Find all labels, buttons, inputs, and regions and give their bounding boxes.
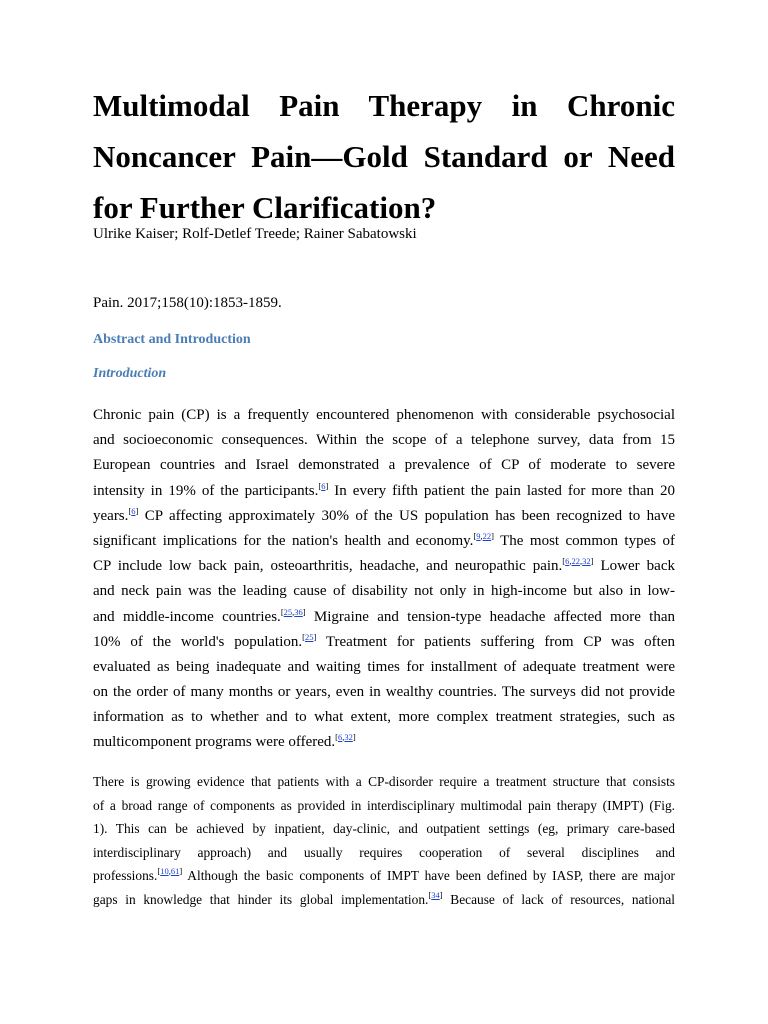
subsection-heading: Introduction xyxy=(93,366,167,381)
section-heading: Abstract and Introduction xyxy=(93,332,251,347)
citation-ref: [6,22,32] xyxy=(562,556,594,567)
reference-link[interactable]: 34 xyxy=(431,889,440,900)
introduction-paragraph-2 xyxy=(93,770,675,912)
author-list: Ulrike Kaiser; Rolf-Detlef Treede; Rainer Sabatowski xyxy=(93,226,417,242)
citation-ref: [6,32] xyxy=(335,732,356,743)
reference-link[interactable]: 6 xyxy=(321,480,326,491)
citation-ref: [9,22] xyxy=(473,530,494,541)
text-line: There is growing evidence that patients with a CP-disorder require a treatment structure that consists xyxy=(93,774,675,789)
reference-link[interactable]: 9 xyxy=(476,530,481,541)
citation-ref: [25,36] xyxy=(280,606,306,617)
text-line: interdisciplinary approach) and usually requires cooperation of several disciplines and xyxy=(93,844,675,860)
text-line: professions.[10,61] Although the basic components of IMPT have been defined by IASP, there are major xyxy=(93,866,675,884)
citation-ref: [10,61] xyxy=(157,866,183,877)
text-line: and neck pain was the leading cause of disability not only in high-income but also in low- xyxy=(93,583,675,600)
reference-link[interactable]: 61 xyxy=(170,866,180,877)
citation-ref: [6] xyxy=(318,480,329,491)
reference-link[interactable]: 32 xyxy=(582,556,591,567)
text-line: information as to whether and to what extent, more complex treatment strategies, such as xyxy=(93,709,675,726)
reference-link[interactable]: 25 xyxy=(304,631,314,642)
text-line: CP include low back pain, osteoarthritis, headache, and neuropathic pain.[6,22,32] Lower back xyxy=(93,556,675,575)
text-line: of a broad range of components as provided in interdisciplinary multimodal pain therapy (IMPT) (Fig. xyxy=(93,797,675,813)
citation-ref: [25] xyxy=(302,631,317,642)
text-line: on the order of many months or years, even in wealthy countries. The surveys did not provide xyxy=(93,684,675,701)
text-line: evaluated as being inadequate and waiting times for installment of adequate treatment were xyxy=(93,658,675,675)
text-line: multicomponent programs were offered.[6,32] xyxy=(93,732,356,751)
text-line: intensity in 19% of the participants.[6] In every fifth patient the pain lasted for more than 20 xyxy=(93,480,675,499)
text-line: 1). This can be achieved by inpatient, day-clinic, and outpatient settings (eg, primary care-based xyxy=(93,821,675,837)
reference-link[interactable]: 22 xyxy=(571,556,580,567)
text-line: Chronic pain (CP) is a frequently encountered phenomenon with considerable psychosocial xyxy=(93,407,675,423)
text-line: years.[6] CP affecting approximately 30% of the US population has been recognized to have xyxy=(93,505,675,524)
title-line: for Further Clarification? xyxy=(93,190,437,225)
reference-link[interactable]: 25 xyxy=(283,606,293,617)
reference-link[interactable]: 32 xyxy=(344,732,353,743)
reference-link[interactable]: 10 xyxy=(160,866,169,877)
introduction-paragraph-1 xyxy=(93,403,675,756)
citation-ref: [34] xyxy=(428,889,443,900)
reference-link[interactable]: 6 xyxy=(565,556,570,567)
text-line: gaps in knowledge that hinder its global implementation.[34] Because of lack of resources, national xyxy=(93,889,675,907)
reference-link[interactable]: 36 xyxy=(294,606,303,617)
citation-ref: [6] xyxy=(128,505,139,516)
title-line: Noncancer Pain—Gold Standard or Need xyxy=(93,139,675,174)
reference-link[interactable]: 22 xyxy=(482,530,492,541)
text-line: and middle-income countries.[25,36] Migraine and tension-type headache affected more than xyxy=(93,606,675,625)
text-line: and socioeconomic consequences. Within the scope of a telephone survey, data from 15 xyxy=(93,432,675,449)
reference-link[interactable]: 6 xyxy=(338,732,343,743)
reference-link[interactable]: 6 xyxy=(131,505,136,516)
title-line: Multimodal Pain Therapy in Chronic xyxy=(93,88,675,123)
text-line: 10% of the world's population.[25] Treatment for patients suffering from CP was often xyxy=(93,631,675,650)
journal-citation: Pain. 2017;158(10):1853-1859. xyxy=(93,295,282,311)
text-line: significant implications for the nation's health and economy.[9,22] The most common types of xyxy=(93,530,676,549)
article-title xyxy=(93,80,675,233)
text-line: European countries and Israel demonstrated a prevalence of CP of moderate to severe xyxy=(93,457,675,474)
